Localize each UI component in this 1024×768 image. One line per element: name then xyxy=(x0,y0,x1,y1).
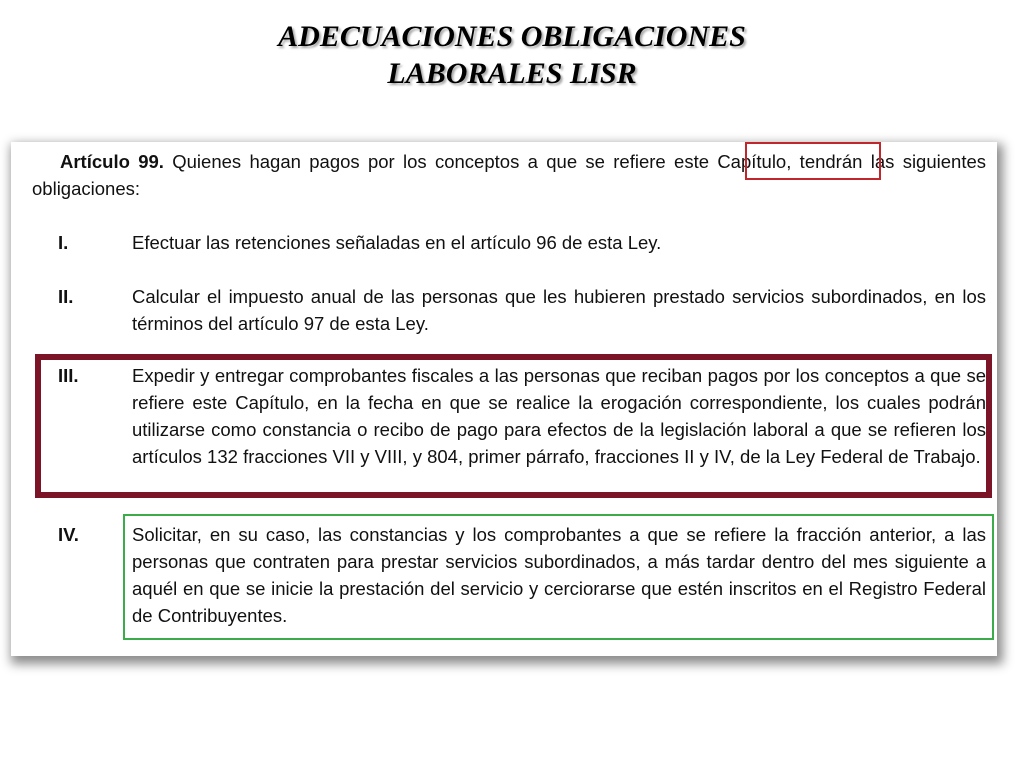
fraction-number: II. xyxy=(58,286,74,307)
slide-title-line-2: LABORALES LISR xyxy=(387,57,637,90)
fraction-text: Calcular el impuesto anual de las personas que les hubieren prestado servicios subordinados, en los términos del artículo 97 de esta Ley. xyxy=(132,286,986,334)
slide-title-line-1: ADECUACIONES OBLIGACIONES xyxy=(278,20,746,53)
fraction-number: I. xyxy=(58,232,69,253)
fraction-iii-highlight-box xyxy=(35,354,992,498)
law-document-image xyxy=(11,142,997,656)
chapter-highlight-box xyxy=(745,142,881,180)
fraction-number: IV. xyxy=(58,524,79,545)
fraction-number: III. xyxy=(58,365,79,386)
fraction-text: Efectuar las retenciones señaladas en el artículo 96 de esta Ley. xyxy=(132,232,662,253)
article-intro-text: Quienes hagan pagos por los conceptos a que se refiere este Capítulo, tendrán las siguientes obligaciones: xyxy=(32,151,987,199)
fraction-iv-highlight-box xyxy=(123,514,994,640)
slide-title xyxy=(0,18,1024,92)
fraction-text: Expedir y entregar comprobantes fiscales a las personas que reciban pagos por los conceptos a que se refiere este Capítulo, en la fecha en que se realice la erogación correspondiente, los cuales podrán utilizarse como constancia o recibo de pago para efectos de la legislación laboral a que se refieren los artículos 132 fracciones VII y VIII, y 804, primer párrafo, fracciones II y IV, de la Ley Federal de Trabajo. xyxy=(132,365,986,467)
article-label: Artículo 99. xyxy=(60,151,164,172)
fraction-text: Solicitar, en su caso, las constancias y los comprobantes a que se refiere la fracción anterior, a las personas que contraten para prestar servicios subordinados, a más tardar dentro del mes siguiente a aquél en que se inicie la prestación del servicio y cerciorarse que estén inscritos en el Registro Federal de Contribuyentes. xyxy=(132,524,986,626)
